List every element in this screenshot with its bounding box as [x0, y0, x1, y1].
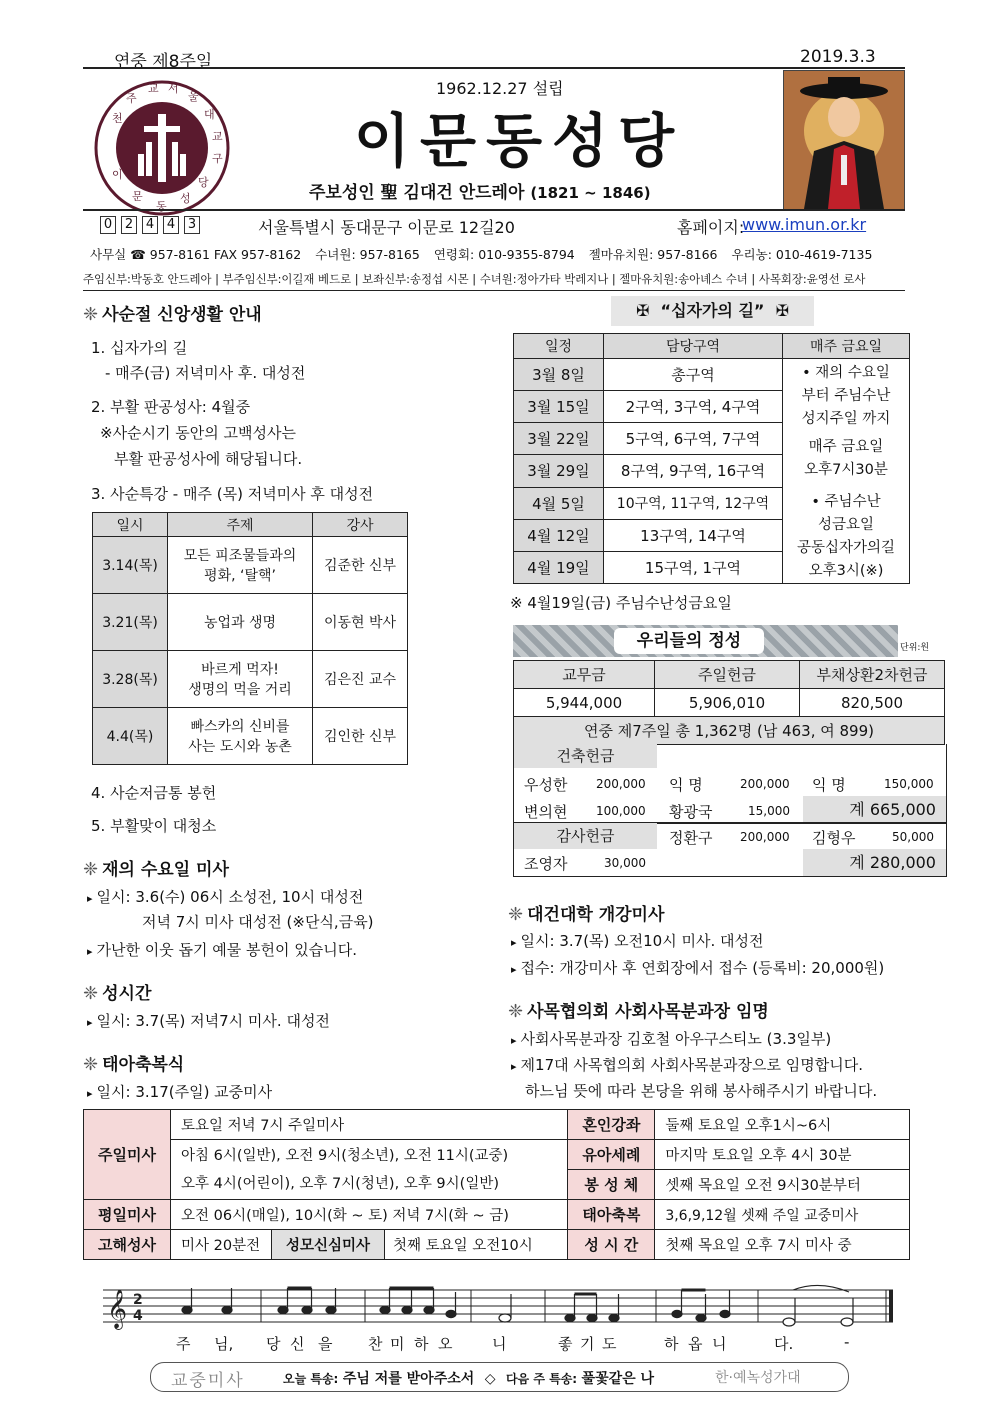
donor-amount: 15,000 [748, 804, 790, 818]
offering-unit: 단위:원 [900, 643, 930, 653]
thanks-total: 계 280,000 [803, 849, 946, 876]
lyric-syllable: 주 [176, 1335, 191, 1353]
phone-list [90, 245, 872, 263]
lecture-row [93, 651, 408, 708]
bullet-icon: ▸ [511, 1034, 517, 1047]
svg-text:천: 천 [112, 112, 123, 125]
lyric-syllable: 을 [318, 1335, 333, 1353]
cross-area: 5구역, 6구역, 7구역 [604, 423, 783, 455]
lecture-date: 3.14(목) [93, 537, 168, 594]
friday-note-line: • 재의 수요일 [802, 365, 890, 381]
daegun-heading: ❈ 대건대학 개강미사 [508, 904, 665, 925]
offering-header: 주일헌금 [655, 661, 800, 689]
lent-item: 2. 부활 판공성사: 4월중 [91, 398, 251, 416]
lyric-syllable: - [844, 1333, 850, 1351]
lecture-header: 강사 [313, 513, 408, 537]
cross-date: 3월 15일 [514, 391, 604, 423]
lecture-topic: 생명의 먹을 거리 [188, 682, 292, 698]
offering-values [514, 689, 945, 717]
today-song: 주님 저를 받아주소서 [342, 1371, 475, 1387]
donor-amount: 150,000 [884, 777, 934, 791]
marian-mass-label: 성모신심미사 [272, 1230, 385, 1260]
svg-text:𝄞: 𝄞 [107, 1289, 128, 1329]
offering-value: 5,944,000 [514, 689, 655, 717]
fetal-blessing-time: 3,6,9,12월 셋째 주일 교중미사 [655, 1200, 910, 1230]
phone-farm: 우리농: 010-4619-7135 [731, 247, 873, 262]
svg-text:이: 이 [112, 168, 123, 181]
sunday-mass-line: 토요일 저녁 7시 주일미사 [171, 1110, 568, 1140]
lent-item: - 매주(금) 저녁미사 후. 대성전 [105, 364, 306, 382]
thanks-fund [513, 822, 947, 877]
offering-header: 교무금 [514, 661, 655, 689]
council-line: ▸ 제17대 사목협의회 사회사목분과장으로 임명합니다. [511, 1056, 863, 1074]
saint-portrait [783, 70, 905, 210]
building-total: 계 665,000 [803, 796, 946, 823]
lyric-syllable: 하 [664, 1335, 679, 1353]
asterism-icon: ❈ [83, 304, 99, 325]
lecture-speaker: 이동현 박사 [313, 594, 408, 651]
lecture-speaker: 김준한 신부 [313, 537, 408, 594]
fetal-blessing-label: 태아축복 [568, 1200, 655, 1230]
donor-amount: 200,000 [740, 777, 790, 791]
friday-note-line: 성금요일 [817, 517, 875, 533]
bullet-icon: ▸ [511, 963, 517, 976]
svg-text:당: 당 [198, 176, 209, 189]
lecture-header: 일시 [93, 513, 168, 537]
bullet-icon: ▸ [87, 1016, 93, 1029]
svg-text:교: 교 [212, 130, 223, 143]
footer-left: 교중미사 [171, 1371, 245, 1391]
holyhour-heading: ❈ 성시간 [83, 983, 152, 1004]
asterism-icon: ❈ [508, 904, 524, 925]
cross-area: 13구역, 14구역 [604, 519, 783, 551]
lent-item: ※사순시기 동안의 고백성사는 [100, 424, 296, 442]
council-heading: ❈ 사목협의회 사회사목분과장 임명 [508, 1001, 769, 1022]
ash-line: ▸ 가난한 이웃 돕기 예물 봉헌이 있습니다. [87, 941, 357, 959]
donor-name: 정환구 [669, 829, 713, 847]
council-line: 하느님 뜻에 따라 본당을 위해 봉사해주시기 바랍니다. [525, 1082, 878, 1100]
lyric-syllable: 도 [602, 1335, 617, 1353]
holyhour-line: ▸ 일시: 3.7(목) 저녁7시 미사. 대성전 [87, 1012, 330, 1030]
patron-years: (1821 ~ 1846) [530, 184, 651, 202]
lyric-syllable: 오 [438, 1335, 453, 1353]
lyric-syllable: 당 [266, 1335, 281, 1353]
lecture-topic: 농업과 생명 [203, 615, 277, 631]
cross-area: 8구역, 9구역, 16구역 [604, 455, 783, 487]
attendance: 연중 제7주일 총 1,362명 (남 463, 여 899) [514, 717, 945, 745]
sunday-mass-label: 주일미사 [84, 1110, 171, 1200]
anointing-time: 셋째 목요일 오전 9시30분부터 [655, 1170, 910, 1200]
cross-date: 4월 12일 [514, 519, 604, 551]
confession-time: 미사 20분전 [171, 1230, 272, 1260]
parish-title: 이문동성당 [353, 107, 685, 175]
anointing-label: 봉 성 체 [568, 1170, 655, 1200]
bullet-icon: ▸ [511, 936, 517, 949]
asterism-icon: ❈ [83, 859, 99, 880]
baptism-time: 마지막 토요일 오후 4시 30분 [655, 1140, 910, 1170]
friday-note-line: 오후7시30분 [804, 462, 888, 478]
donor-name: 익 명 [669, 776, 703, 794]
svg-text:동: 동 [156, 200, 167, 213]
postcode-digit: 0 [100, 216, 116, 234]
phone-convent: 수녀원: 957-8165 [315, 247, 420, 262]
svg-text:서: 서 [168, 82, 179, 95]
svg-text:2: 2 [133, 1292, 143, 1308]
ash-heading: ❈ 재의 수요일 미사 [83, 859, 229, 880]
lecture-header: 주제 [168, 513, 313, 537]
music-staff [103, 1278, 903, 1338]
svg-text:대: 대 [204, 108, 215, 121]
cross-date: 3월 8일 [514, 359, 604, 391]
lecture-row [93, 708, 408, 765]
lyric-syllable: 옵 [688, 1335, 703, 1353]
lyrics [170, 1333, 870, 1355]
homepage-link[interactable]: www.imun.or.kr [742, 215, 867, 234]
cross-header: 담당구역 [604, 334, 783, 359]
donor-name: 조영자 [524, 855, 568, 873]
asterism-icon: ❈ [83, 1054, 99, 1075]
weekday-mass-time: 오전 06시(매일), 10시(화 ~ 토) 저녁 7시(화 ~ 금) [171, 1200, 568, 1230]
lyric-syllable: 님, [214, 1335, 234, 1353]
today-label: 오늘 특송: [283, 1372, 339, 1386]
lecture-speaker: 김은진 교수 [313, 651, 408, 708]
lecture-row [93, 594, 408, 651]
blessing-heading: ❈ 태아축복식 [83, 1054, 185, 1075]
postcode-digit: 3 [184, 216, 200, 234]
homepage-label: 홈페이지: [677, 218, 745, 237]
header-rule-2 [83, 209, 905, 211]
footer-songs [283, 1368, 654, 1388]
postcode-digit: 4 [163, 216, 179, 234]
offering-banner: 우리들의 정성 [614, 628, 764, 654]
donor-amount: 30,000 [604, 856, 646, 870]
svg-text:울: 울 [188, 90, 199, 103]
donor-name: 황광국 [669, 803, 713, 821]
donor-name: 변의현 [524, 803, 568, 821]
parish-seal [92, 78, 232, 218]
cross-area: 총구역 [604, 359, 783, 391]
weekday-mass-label: 평일미사 [84, 1200, 171, 1230]
postcode-digit: 4 [142, 216, 158, 234]
friday-note-line: 오후3시(※) [808, 563, 884, 579]
svg-text:성: 성 [180, 192, 191, 205]
cross-area: 15구역, 1구역 [604, 551, 783, 583]
lyric-syllable: 미 [390, 1335, 405, 1353]
postcode-digit: 2 [121, 216, 137, 234]
next-label: 다음 주 특송: [505, 1372, 578, 1386]
svg-text:구: 구 [212, 152, 223, 165]
next-song: 풀꽃같은 나 [581, 1371, 655, 1387]
cross-area: 10구역, 11구역, 12구역 [604, 487, 783, 519]
mass-schedule [83, 1109, 910, 1260]
cross-date: 4월 19일 [514, 551, 604, 583]
blessing-line: ▸ 일시: 3.17(주일) 교중미사 [87, 1083, 273, 1101]
holyhour-time: 첫째 목요일 오후 7시 미사 중 [655, 1230, 910, 1260]
confession-label: 고해성사 [84, 1230, 171, 1260]
lyric-syllable: 다. [774, 1335, 794, 1353]
ash-line: ▸ 일시: 3.6(수) 06시 소성전, 10시 대성전 [87, 888, 364, 906]
bullet-icon: ▸ [87, 945, 93, 958]
lecture-topic: 사는 도시와 농촌 [188, 739, 292, 755]
holyhour-label: 성 시 간 [568, 1230, 655, 1260]
building-fund [513, 744, 947, 824]
lyric-syllable: 하 [414, 1335, 429, 1353]
baptism-label: 유아세례 [568, 1140, 655, 1170]
cross-date: 3월 29일 [514, 455, 604, 487]
lent-item: 4. 사순저금통 봉헌 [91, 784, 217, 802]
donor-amount: 200,000 [740, 830, 790, 844]
lyric-syllable: 기 [580, 1335, 595, 1353]
lyric-syllable: 좋 [558, 1335, 573, 1353]
donor-name: 우성한 [524, 776, 568, 794]
svg-text:문: 문 [132, 190, 143, 203]
lent-item: 5. 부활맞이 대청소 [91, 817, 217, 835]
daegun-line: ▸ 일시: 3.7(목) 오전10시 미사. 대성전 [511, 932, 764, 950]
postcode [100, 216, 200, 234]
lyric-syllable: 니 [492, 1335, 507, 1353]
lecture-topic: 바르게 먹자! [201, 662, 279, 678]
patron-saint [309, 178, 651, 203]
lecture-row [93, 537, 408, 594]
donor-name: 김형우 [812, 829, 856, 847]
week-label: 연중 제8주일 [114, 52, 213, 72]
offering-table [513, 660, 945, 745]
marian-mass-time: 첫째 토요일 오전10시 [385, 1230, 568, 1260]
staff-list: 주임신부:박동호 안드레아 | 부주임신부:이길재 베드로 | 보좌신부:송정섭 시몬 | 수녀원:정아가타 박레지나 | 젤마유치원:송아녜스 수녀 | 사목회장:윤영선 로사 [83, 272, 866, 286]
daegun-line: ▸ 접수: 개강미사 후 연회장에서 접수 (등록비: 20,000원) [511, 959, 885, 977]
phone-office: 사무실 ☎ 957-8161 FAX 957-8162 [90, 247, 302, 262]
patron-name: 주보성인 聖 김대건 안드레아 [309, 183, 525, 203]
phone-kindergarten: 젤마유치원: 957-8166 [588, 247, 718, 262]
issue-date: 2019.3.3 [800, 47, 876, 67]
footer-bar [150, 1362, 849, 1392]
offering-header: 부채상환2차헌금 [800, 661, 945, 689]
cross-icon: ✠ [775, 301, 789, 320]
donor-name: 익 명 [812, 776, 846, 794]
lyric-syllable: 신 [290, 1335, 305, 1353]
lecture-date: 4.4(목) [93, 708, 168, 765]
donor-amount: 50,000 [892, 830, 934, 844]
friday-note [783, 359, 910, 584]
cross-footnote: ※ 4월19일(금) 주님수난성금요일 [510, 594, 732, 612]
svg-text:교: 교 [148, 82, 159, 95]
cross-icon: ✠ [636, 301, 650, 320]
bullet-icon: ▸ [511, 1060, 517, 1073]
lecture-date: 3.21(목) [93, 594, 168, 651]
lecture-speaker: 김인한 신부 [313, 708, 408, 765]
lecture-topic: 모든 피조물들과의 [183, 548, 297, 564]
cross-date: 3월 22일 [514, 423, 604, 455]
cross-header: 일정 [514, 334, 604, 359]
svg-text:4: 4 [133, 1308, 143, 1324]
phone-funeral: 연령회: 010-9355-8794 [433, 247, 575, 262]
building-label: 건축헌금 [514, 744, 657, 768]
council-line: ▸ 사회사목분과장 김호철 아우구스티노 (3.3일부) [511, 1030, 832, 1048]
address: 서울특별시 동대문구 이문로 12길20 [258, 218, 515, 237]
cross-table [513, 333, 910, 584]
lent-item: 3. 사순특강 - 매주 (목) 저녁미사 후 대성전 [91, 485, 374, 503]
svg-text:주: 주 [126, 92, 137, 105]
asterism-icon: ❈ [508, 1001, 524, 1022]
offering-value: 820,500 [800, 689, 945, 717]
lyric-syllable: 니 [712, 1335, 727, 1353]
lent-heading: ❈ 사순절 신앙생활 안내 [83, 304, 262, 325]
lecture-date: 3.28(목) [93, 651, 168, 708]
lent-item: 1. 십자가의 길 [91, 339, 188, 357]
marriage-label: 혼인강좌 [568, 1110, 655, 1140]
friday-note-line: 매주 금요일 [808, 439, 884, 455]
diamond-icon: ◇ [484, 1371, 496, 1387]
bullet-icon: ▸ [87, 892, 93, 905]
thanks-label: 감사헌금 [514, 823, 657, 849]
asterism-icon: ❈ [83, 983, 99, 1004]
lecture-table [92, 512, 408, 765]
friday-note-line: 공동십자가의길 [796, 540, 896, 556]
cross-row [514, 359, 910, 391]
lecture-topic: 빠스카의 신비를 [190, 719, 290, 735]
header-rule [83, 67, 905, 69]
lent-item: 부활 판공성사에 해당됩니다. [114, 450, 303, 468]
header-rule-3 [83, 290, 905, 291]
friday-note-line: • 주님수난 [811, 494, 881, 510]
cross-heading: ✠ “십자가의 길” ✠ [611, 296, 814, 326]
footer-right: 한·예녹성가대 [715, 1370, 801, 1386]
sunday-mass-line: 오후 4시(어린이), 오후 7시(청년), 오후 9시(일반) [181, 1175, 499, 1192]
friday-note-line: 성지주일 까지 [801, 411, 891, 427]
founded-date: 1962.12.27 설립 [436, 79, 564, 98]
donor-amount: 100,000 [596, 804, 646, 818]
donor-amount: 200,000 [596, 777, 646, 791]
lyric-syllable: 찬 [368, 1335, 383, 1353]
marriage-time: 둘째 토요일 오후1시~6시 [655, 1110, 910, 1140]
bullet-icon: ▸ [87, 1087, 93, 1100]
offering-value: 5,906,010 [655, 689, 800, 717]
cross-date: 4월 5일 [514, 487, 604, 519]
cross-header: 매주 금요일 [783, 334, 910, 359]
ash-line: 저녁 7시 미사 대성전 (※단식,금육) [142, 913, 374, 931]
lecture-topic: 평화, ‘탈핵’ [204, 568, 276, 584]
cross-area: 2구역, 3구역, 4구역 [604, 391, 783, 423]
sunday-mass-line: 아침 6시(일반), 오전 9시(청소년), 오전 11시(교중) [181, 1147, 509, 1164]
friday-note-line: 부터 주님수난 [801, 388, 891, 404]
